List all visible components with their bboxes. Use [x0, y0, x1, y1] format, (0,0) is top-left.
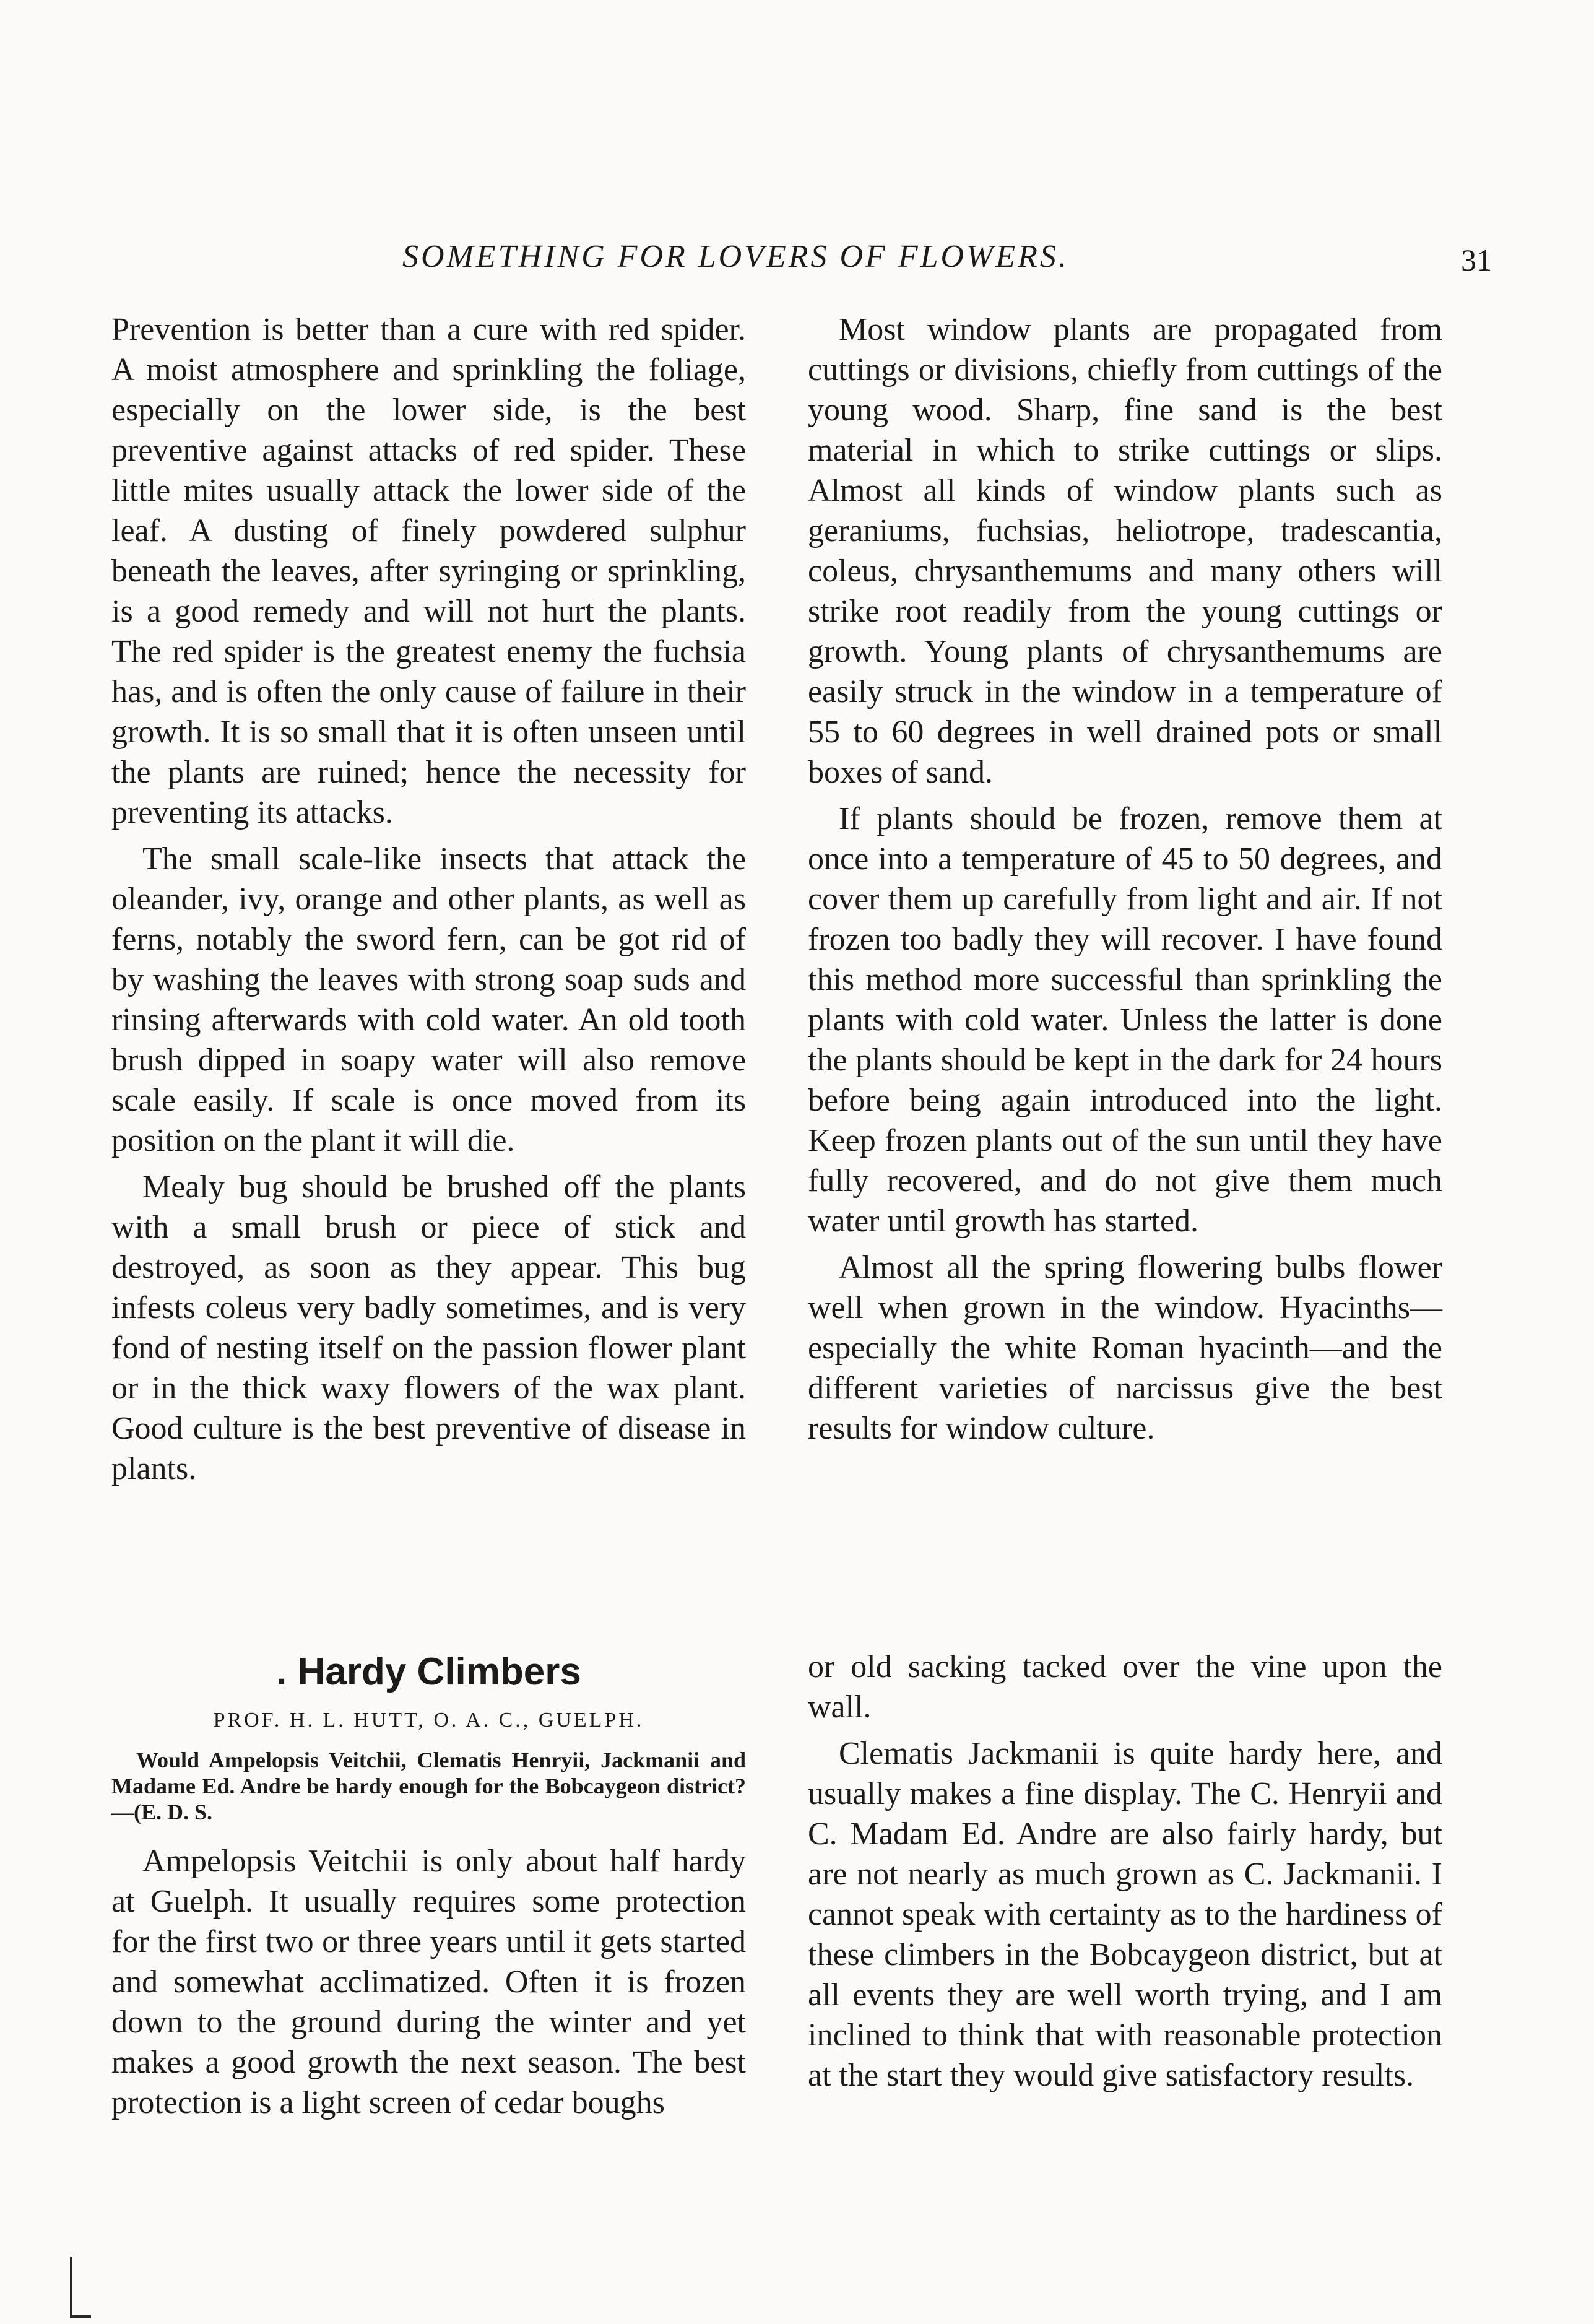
answer-ampelopsis: Ampelopsis Veitchii is only about half hardy at Guelph. It usually requires some protection for the first two or three years until it gets started and somewhat acclimatized. Often it is frozen down to the ground during the winter and yet makes a good growth the next season. The best protection is a light screen of cedar boughs — [111, 1844, 746, 2120]
paragraph-scale-insects: The small scale-like insects that attack the oleander, ivy, orange and other plants, as well as ferns, notably the sword fern, can be got rid of by washing the leaves with strong soap suds and rinsing afterwards with cold water. An old tooth brush dipped in soapy water will also remove scale easily. If scale is once moved from its position on the plant it will die. — [111, 841, 746, 1158]
margin-bracket-mark — [70, 2257, 91, 2318]
right-column-top — [808, 310, 1442, 1455]
running-title: SOMETHING FOR LOVERS OF FLOWERS. — [402, 239, 1069, 274]
article-byline: PROF. H. L. HUTT, O. A. C., GUELPH. — [213, 1709, 644, 1732]
paragraph-red-spider: Prevention is better than a cure with red spider. A moist atmosphere and sprinkling the foliage, especially on the lower side, is the best preventive against attacks of red spider. These little mites usually attack the lower side of the leaf. A dusting of finely powdered sulphur beneath the leaves, after syringing or sprinkling, is a good remedy and will not hurt the plants. The red spider is the greatest enemy the fuchsia has, and is often the only cause of failure in their growth. It is so small that it is often unseen until the plants are ruined; hence the necessity for preventing its attacks. — [111, 312, 746, 830]
paragraph-spring-bulbs: Almost all the spring flowering bulbs flower well when grown in the window. Hyacinths—especially the white Roman hyacinth—and the different varieties of narcissus give the best results for window culture. — [808, 1250, 1442, 1446]
answer-continuation: or old sacking tacked over the vine upon the wall. — [808, 1649, 1442, 1725]
hardy-climbers-article — [111, 1650, 746, 2123]
right-column-bottom — [808, 1647, 1442, 2102]
reader-question: Would Ampelopsis Veitchii, Clematis Henryii, Jackmanii and Madame Ed. Andre be hardy enough for the Bobcaygeon district?—(E. D. S. — [111, 1748, 746, 1824]
paragraph-propagation: Most window plants are propagated from cuttings or divisions, chiefly from cuttings of the young wood. Sharp, fine sand is the best material in which to strike cuttings or slips. Almost all kinds of window plants such as geraniums, fuchsias, heliotrope, tradescantia, coleus, chrysanthemums and many others will strike root readily from the young cuttings or growth. Young plants of chrysanthemums are easily struck in the window in a temperature of 55 to 60 degrees in well drained pots or small boxes of sand. — [808, 312, 1442, 790]
page-number: 31 — [1461, 243, 1492, 277]
paragraph-mealy-bug: Mealy bug should be brushed off the plants with a small brush or piece of stick and destroyed, as soon as they appear. This bug infests coleus very badly sometimes, and is very fond of nesting itself on the passion flower plant or in the thick waxy flowers of the wax plant. Good culture is the best preventive of disease in plants. — [111, 1169, 746, 1486]
article-body-left — [111, 1841, 746, 2123]
answer-clematis: Clematis Jackmanii is quite hardy here, and usually makes a fine display. The C. Henryii and C. Madam Ed. Andre are also fairly hardy, but are not nearly as much grown as C. Jackmanii. I cannot speak with certainty as to the hardiness of these climbers in the Bobcaygeon district, but at all events they are well worth trying, and I am inclined to think that with reasonable protection at the start they would give satisfactory results. — [808, 1736, 1442, 2093]
article-heading: . Hardy Climbers — [276, 1650, 581, 1693]
running-head — [111, 238, 1492, 282]
paragraph-frozen-plants: If plants should be frozen, remove them at once into a temperature of 45 to 50 degrees, and cover them up carefully from light and air. If not frozen too badly they will recover. I have found this method more successful than sprinkling the plants with cold water. Unless the latter is done the plants should be kept in the dark for 24 hours before being again introduced into the light. Keep frozen plants out of the sun until they have fully recovered, and do not give them much water until growth has started. — [808, 801, 1442, 1239]
left-column-top — [111, 310, 746, 1495]
